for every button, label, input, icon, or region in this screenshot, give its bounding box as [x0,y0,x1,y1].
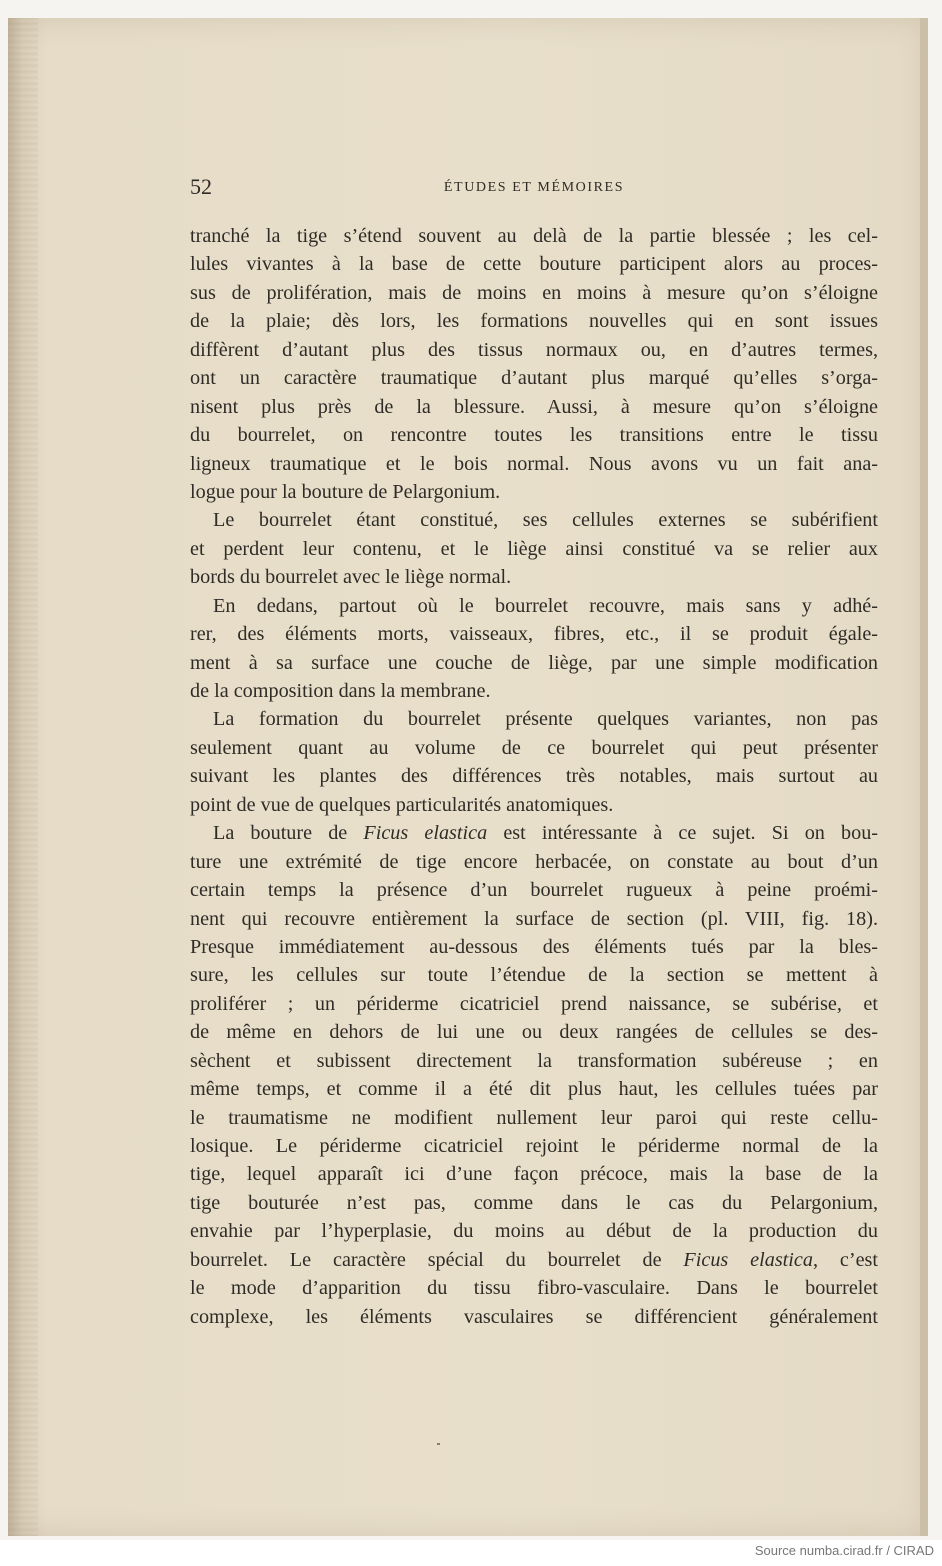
text-line: tige bouturée n’est pas, comme dans le cas du Pelargonium, [190,1191,878,1214]
page-speck [437,1443,440,1445]
text-line: du bourrelet, on rencontre toutes les transitions entre le tissu [190,424,878,447]
source-credit: Source numba.cirad.fr / CIRAD [754,1543,934,1558]
page-number: 52 [190,174,212,199]
text-line: suivant les plantes des différences très notables, mais surtout au [190,765,878,788]
text-line: certain temps la présence d’un bourrelet rugueux à peine proémi- [190,879,878,902]
text-line: le mode d’apparition du tissu fibro-vasculaire. Dans le bourrelet [190,1277,878,1300]
text-line: proliférer ; un périderme cicatriciel prend naissance, se subérise, et [190,992,878,1015]
text-line: ture une extrémité de tige encore herbacée, on constate au bout d’un [190,850,878,873]
text-line: losique. Le périderme cicatriciel rejoint le périderme normal de la [190,1135,878,1157]
text-line: sus de prolifération, mais de moins en moins à mesure qu’on s’éloigne [190,281,878,304]
text-line: envahie par l’hyperplasie, du moins au début de la production du [190,1220,878,1243]
text-line: ment à sa surface une couche de liège, par une simple modification [190,651,878,674]
page-right-edge [920,18,928,1536]
text-line: Le bourrelet étant constitué, ses cellules externes se subérifient [213,509,878,532]
text-line: bourrelet. Le caractère spécial du bourrelet de Ficus elastica, c’est [190,1248,878,1271]
text-line: de la plaie; dès lors, les formations nouvelles qui en sont issues [190,310,878,333]
text-line: La bouture de Ficus elastica est intéressante à ce sujet. Si on bou- [213,822,878,845]
text-line: diffèrent d’autant plus des tissus normaux ou, en d’autres termes, [190,338,878,361]
text-line: tranché la tige s’étend souvent au delà de la partie blessée ; les cel- [190,225,878,247]
page-header [190,172,878,202]
text-line: La formation du bourrelet présente quelques variantes, non pas [213,708,878,731]
text-line: bords du bourrelet avec le liège normal. [190,566,512,589]
text-line: tige, lequel apparaît ici d’une façon précoce, mais la base de la [190,1163,878,1186]
text-line: même temps, et comme il a été dit plus haut, les cellules tuées par [190,1078,878,1101]
text-line: rer, des éléments morts, vaisseaux, fibres, etc., il se produit égale- [190,623,878,646]
text-line: complexe, les éléments vasculaires se différencient généralement [190,1305,878,1328]
text-line: de même en dehors de lui une ou deux rangées de cellules se des- [190,1021,878,1044]
text-line: point de vue de quelques particularités anatomiques. [190,793,614,816]
text-line: ligneux traumatique et le bois normal. Nous avons vu un fait ana- [190,452,878,475]
text-line: En dedans, partout où le bourrelet recouvre, mais sans y adhé- [213,594,878,617]
text-line: seulement quant au volume de ce bourrelet qui peut présenter [190,736,878,759]
text-line: sèchent et subissent directement la transformation subéreuse ; en [190,1049,878,1072]
text-line: de la composition dans la membrane. [190,680,491,702]
page-binding-edge [8,18,38,1536]
text-line: sure, les cellules sur toute l’étendue de la section se mettent à [190,964,878,987]
text-line: et perdent leur contenu, et le liège ainsi constitué va se relier aux [190,537,878,560]
text-line: logue pour la bouture de Pelargonium. [190,480,501,503]
text-line: nisent plus près de la blessure. Aussi, à mesure qu’on s’éloigne [190,395,878,418]
text-line: lules vivantes à la base de cette bouture participent alors au proces- [190,253,878,276]
text-line: le traumatisme ne modifient nullement leur paroi qui reste cellu- [190,1106,878,1129]
running-title: ÉTUDES ET MÉMOIRES [443,180,625,195]
text-line: Presque immédiatement au-dessous des éléments tués par la bles- [190,935,878,958]
body-text [190,222,878,1331]
text-line: nent qui recouvre entièrement la surface de section (pl. VIII, fig. 18). [190,907,878,930]
text-line: ont un caractère traumatique d’autant plus marqué qu’elles s’orga- [190,367,878,390]
